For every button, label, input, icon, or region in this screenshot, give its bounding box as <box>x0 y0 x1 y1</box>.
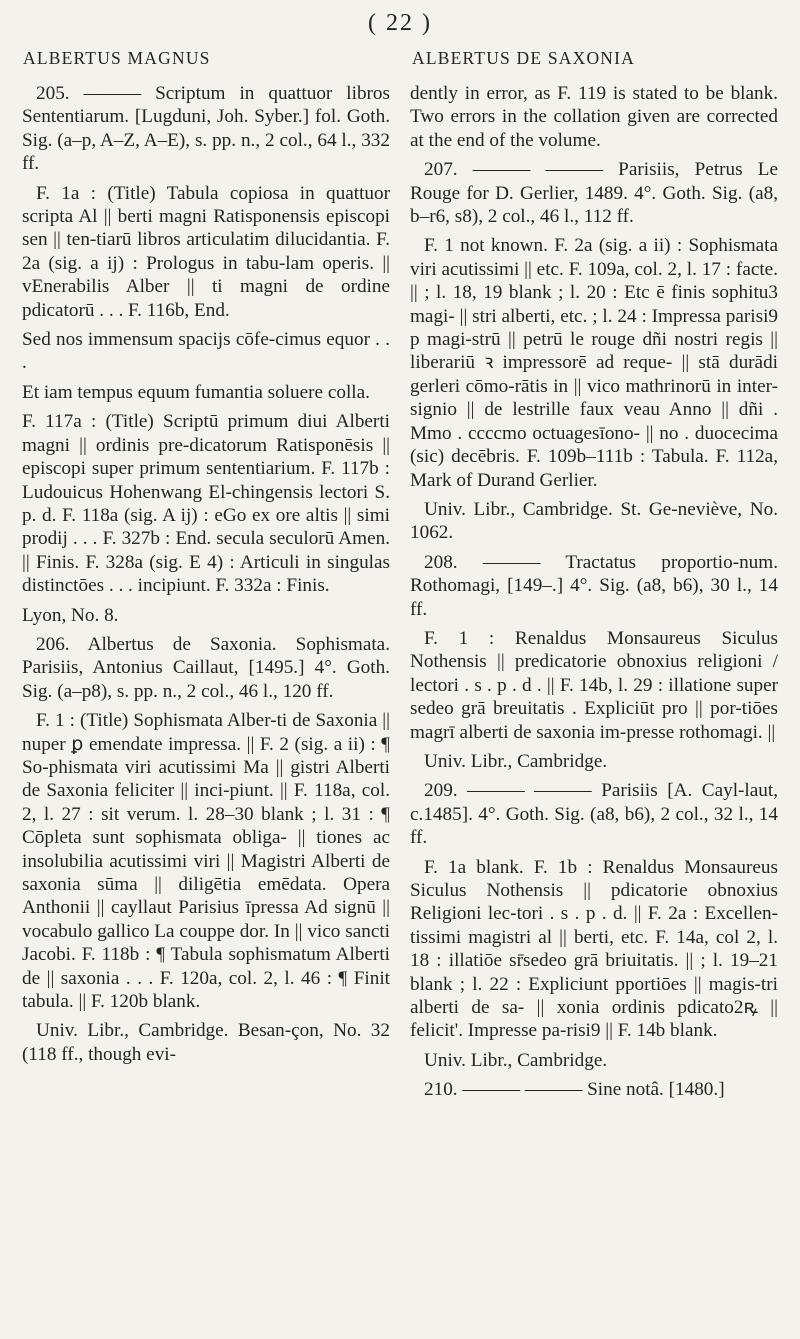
running-head-right: ALBERTUS DE SAXONIA <box>412 48 635 68</box>
entry-205-verse-1: Sed nos immensum spacijs cōfe-cimus equor . . . <box>22 329 390 374</box>
right-column <box>410 82 778 1108</box>
entry-207-description: F. 1 not known. F. 2a (sig. a ii) : Sophismata viri acutissimi || etc. F. 109a, col. 2, l. 17 : facte. || ; l. 18, 19 blank ; l. 20 : Etc ē finis sophitu3 magi- || stri alberti, etc. ; l. 24 : Impressa parisi9 p magi-strū || petrū le rouge dñi nostri regis || liberariū ꝛ impressorē ad reque- || stā durādi gerleri cōmo-rātis in || vico mathrinorū in inter-signio || de lestrille faux veau Anno || dñi . Mmo . ccccmo octuagesīono- || no . duocecima (sic) decēbris. F. 109b–111b : Tabula. F. 112a, Mark of Durand Gerlier. <box>410 235 778 491</box>
entry-207: 207. ——— ——— Parisiis, Petrus Le Rouge for D. Gerlier, 1489. 4°. Goth. Sig. (a8, b–r6, s8), 2 col., 46 l., 112 ff. <box>410 159 778 228</box>
entry-206: 206. Albertus de Saxonia. Sophismata. Parisiis, Antonius Caillaut, [1495.] 4°. Goth. Sig. (a–p8), s. pp. n., 2 col., 46 l., 120 ff. <box>22 633 390 702</box>
entry-205-description: F. 1a : (Title) Tabula copiosa in quattuor scripta Al || berti magni Ratisponensis episcopi sen || ten-tiarū libros articulatim dilucidantia. F. 2a (sig. a ij) : Prologus in tabu-lam operis. || vEnerabilis Alber || ti magni de ordine pdicatorū . . . F. 116b, End. <box>22 182 390 321</box>
entry-209-location: Univ. Libr., Cambridge. <box>424 1049 608 1071</box>
entry-205-continuation: F. 117a : (Title) Scriptū primum diui Alberti magni || ordinis pre-dicatorum Ratisponēsis || episcopi super primum sententiarium. F. 117b : Ludouicus Hohenwang El-chingensis lectori S. p. d. F. 118a (sig. A ij) : eGo ex ore altis || simi prodij . . . F. 327b : End. secula seculorū Amen. || Finis. F. 328a (sig. E 4) : Articuli in singulas distinctōes . . . incipiunt. F. 332a : Finis. <box>22 411 390 597</box>
page-number: ( 22 ) <box>368 10 432 36</box>
running-head-left: ALBERTUS MAGNUS <box>23 48 211 68</box>
entry-208-description: F. 1 : Renaldus Monsaureus Siculus Nothensis || predicatorie obnoxius religioni / lectori . s . p . d . || F. 14b, l. 29 : illatione super sedeo grā breuitatis . Expliciūt pro || por-tiōes magrī alberti de saxonia im-presse rothomagi. || <box>410 627 778 743</box>
entry-206-continuation: dently in error, as F. 119 is stated to be blank. Two errors in the collation given are corrected at the end of the volume. <box>410 83 778 151</box>
entry-206-location: Univ. Libr., Cambridge. Besan-çon, No. 32 (118 ff., though evi- <box>22 1020 390 1065</box>
entry-209: 209. ——— ——— Parisiis [A. Cayl-laut, c.1485]. 4°. Goth. Sig. (a8, b6), 2 col., 32 l., 14 ff. <box>410 780 778 849</box>
entry-209-description: F. 1a blank. F. 1b : Renaldus Monsaureus Siculus Nothensis || pdicatorie obnoxius Religioni lec-tori . s . p . d. || F. 2a : Excellen-tissimi magistri al || berti, etc. F. 14a, col 2, l. 18 : illatiōe sr̄sedeo grā briuitatis. || ; l. 19–21 blank ; l. 22 : Expliciunt pportiōes || magis-tri alberti de sa- || xonia ordinis pdicato2ꝶ || felicit'. Impresse pa-risi9 || F. 14b blank. <box>410 856 778 1042</box>
entry-208-location: Univ. Libr., Cambridge. <box>424 750 608 772</box>
entry-206-description: F. 1 : (Title) Sophismata Alber-ti de Saxonia || nuper ꝑ emendate impressa. || F. 2 (sig. a ii) : ¶ So-phismata viri acutissimi Ma || gistri Alberti de Saxonia feliciter || inci-piunt. || F. 118a, col. 2, l. 27 : sit verum. l. 28–30 blank ; l. 31 : ¶ Cōpleta sunt sophismata obliga- || tiones ac insolubilia acutissimi viri || Magistri Alberti de saxonia sūma || diligētia emēdata. Opera Anthonii || cayllaut Parisius īpressa Ad signū || vocabulo gallico La couppe dor. In || vico sancti Jacobi. F. 118b : ¶ Tabula sophismatum Alberti de || saxonia . . . F. 120a, col. 2, l. 46 : ¶ Finit tabula. || F. 120b blank. <box>22 710 390 1013</box>
entry-207-location: Univ. Libr., Cambridge. St. Ge-neviève, No. 1062. <box>410 498 778 544</box>
entry-205-location: Lyon, No. 8. <box>22 604 119 626</box>
entry-208: 208. ——— Tractatus proportio-num. Rothomagi, [149–.] 4°. Sig. (a8, b6), 30 l., 14 ff. <box>410 551 778 620</box>
entry-205: 205. ——— Scriptum in quattuor libros Sententiarum. [Lugduni, Joh. Syber.] fol. Goth. Sig. (a–p, A–Z, A–E), s. pp. n., 2 col., 64 l., 332 ff. <box>22 83 390 175</box>
entry-210: 210. ——— ——— Sine notâ. [1480.] <box>424 1079 725 1101</box>
entry-205-verse-2: Et iam tempus equum fumantia soluere colla. <box>22 381 370 403</box>
left-column <box>22 82 390 1072</box>
